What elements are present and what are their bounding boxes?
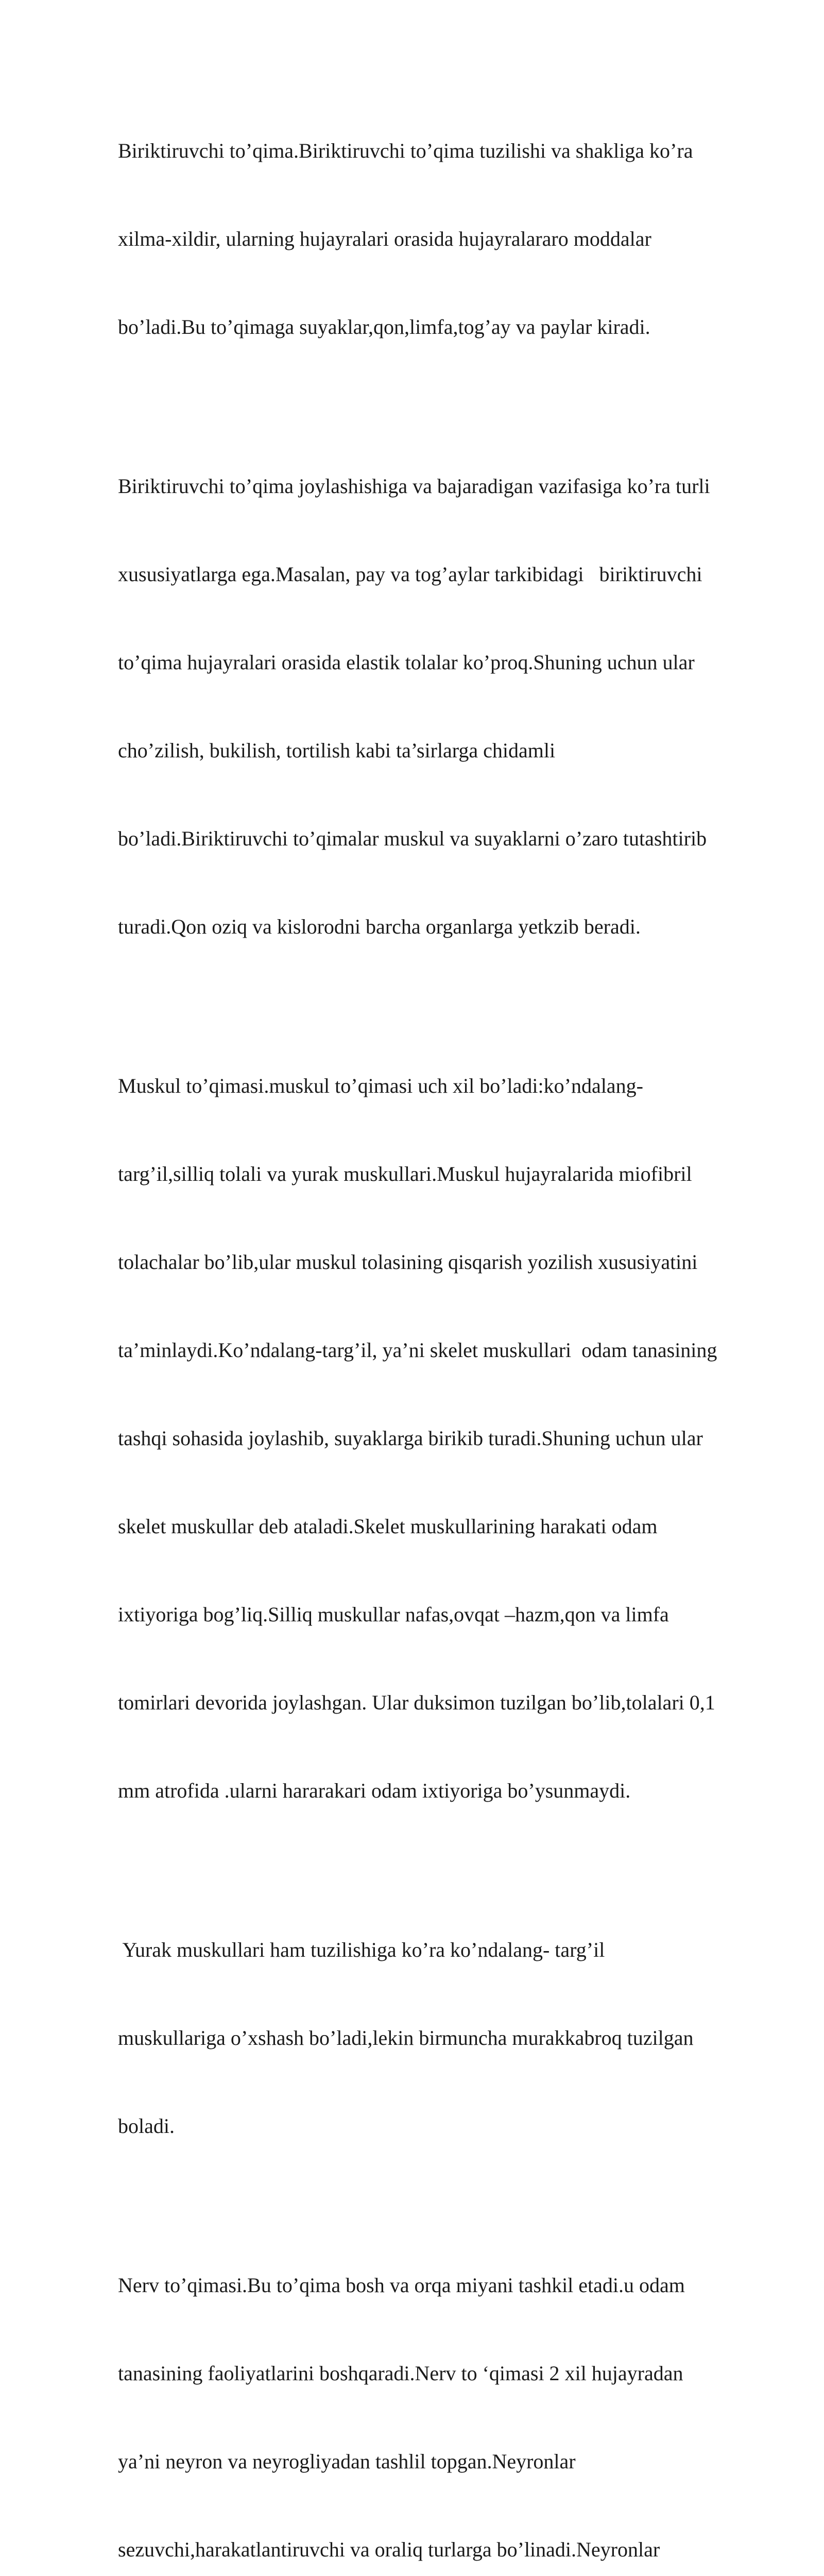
text-line: ya’ni neyron va neyrogliyadan tashlil topgan.Neyronlar [118,2450,576,2473]
text-line: ta’minlaydi.Ko’ndalang-targ’il, ya’ni skelet muskullari odam tanasining [118,1338,717,1362]
paragraph-connective-tissue-intro [118,77,787,400]
paragraph-heart-muscle [118,1876,787,2199]
text-line: tomirlari devorida joylashgan. Ular duksimon tuzilgan bo’lib,tolalari 0,1 [118,1691,715,1714]
text-line: Biriktiruvchi to’qima joylashishiga va bajaradigan vazifasiga ko’ra turli [118,474,710,498]
paragraph-nerve-tissue [118,2212,787,2576]
text-line: bo’ladi.Bu to’qimaga suyaklar,qon,limfa,tog’ay va paylar kiradi. [118,315,650,338]
text-line: to’qima hujayralari orasida elastik tolalar ko’proq.Shuning uchun ular [118,651,695,674]
text-line: tolachalar bo’lib,ular muskul tolasining qisqarish yozilish xususiyatini [118,1250,698,1274]
text-line: muskullariga o’xshash bo’ladi,lekin birmuncha murakkabroq tuzilgan [118,2026,694,2049]
text-line: Nerv to’qimasi.Bu to’qima bosh va orqa miyani tashkil etadi.u odam [118,2274,685,2297]
text-line: skelet muskullar deb ataladi.Skelet muskullarining harakati odam [118,1515,658,1538]
text-line: Muskul to’qimasi.muskul to’qimasi uch xil bo’ladi:ko’ndalang- [118,1074,643,1097]
text-line: Yurak muskullari ham tuzilishiga ko’ra ko’ndalang- targ’il [118,1938,605,1961]
text-line: boladi. [118,2114,175,2138]
text-line: cho’zilish, bukilish, tortilish kabi ta’sirlarga chidamli [118,739,556,762]
text-line: tashqi sohasida joylashib, suyaklarga birikib turadi.Shuning uchun ular [118,1427,703,1450]
text-line: bo’ladi.Biriktiruvchi to’qimalar muskul va suyaklarni o’zaro tutashtirib [118,827,707,850]
text-line: targ’il,silliq tolali va yurak muskullari.Muskul hujayralarida miofibril [118,1162,692,1185]
text-line: sezuvchi,harakatlantiruvchi va oraliq turlarga bo’linadi.Neyronlar [118,2538,660,2561]
text-line: ixtiyoriga bog’liq.Silliq muskullar nafas,ovqat –hazm,qon va limfa [118,1603,669,1626]
text-line: tanasining faoliyatlarini boshqaradi.Nerv to ‘qimasi 2 xil hujayradan [118,2362,683,2385]
text-line: mm atrofida .ularni hararakari odam ixtiyoriga bo’ysunmaydi. [118,1779,631,1802]
text-line: turadi.Qon oziq va kislorodni barcha organlarga yetkzib beradi. [118,915,641,938]
text-line: xilma-xildir, ularning hujayralari orasida hujayralararo moddalar [118,227,651,250]
paragraph-connective-tissue-properties [118,413,787,1000]
document-body [118,77,787,2576]
text-line: xususiyatlarga ega.Masalan, pay va tog’aylar tarkibidagi biriktiruvchi [118,563,702,586]
paragraph-muscle-tissue [118,1012,787,1864]
text-line: Biriktiruvchi to’qima.Biriktiruvchi to’qima tuzilishi va shakliga ko’ra [118,139,693,162]
